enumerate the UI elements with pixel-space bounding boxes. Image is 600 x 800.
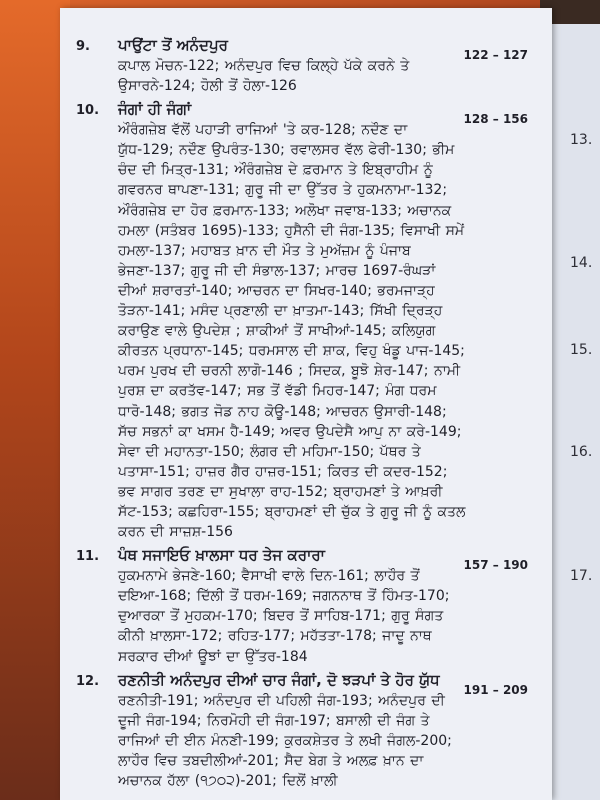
- chapter-heading: [76, 546, 528, 573]
- chapter-title: ਪੰਥ ਸਜਾਇਓ ਖ਼ਾਲਸਾ ਧਰ ਤੇਜ ਕਰਾਰਾ: [118, 546, 325, 565]
- page-range: 191 – 209: [463, 682, 528, 697]
- right-page-number: 16.: [570, 444, 593, 460]
- chapter-topics: ਕਪਾਲ ਮੋਚਨ-122; ਅਨੰਦਪੁਰ ਵਿਚ ਕਿਲ੍ਹੇ ਪੱਕੇ ਕਰਨੇ ਤੇ ਉਸਾਰਨੇ-124; ਹੋਲੀ ਤੋਂ ਹੋਲਾ-126: [118, 58, 410, 95]
- chapter-number: 12.: [76, 673, 100, 689]
- chapter-title: ਜੰਗਾਂ ਹੀ ਜੰਗਾਂ: [118, 100, 192, 119]
- toc-entry: [76, 671, 528, 791]
- toc-entry: [76, 36, 528, 96]
- chapter-topics: ਹੁਕਮਨਾਮੇ ਭੇਜਣੇ-160; ਵੈਸਾਖੀ ਵਾਲੇ ਦਿਨ-161; ਲਾਹੌਰ ਤੋਂ ਦਇਆ-168; ਦਿੱਲੀ ਤੋਂ ਧਰਮ-169; ਜਗਨਨਾਥ ਤੋਂ ਹਿੰਮਤ-170; ਦੁਆਰਕਾ ਤੋਂ ਮੁਹਕਮ-170; ਬਿਦਰ ਤੋਂ ਸਾਹਿਬ-171; ਗੁਰੂ ਸੰਗਤ ਕੀਨੀ ਖ਼ਾਲਸਾ-172; ਰਹਿਤ-177; ਮਹੱਤਤਾ-178; ਜਾਦੂ ਨਾਥ ਸਰਕਾਰ ਦੀਆਂ ਊਝਾਂ ਦਾ ਉੱਤਰ-184: [118, 568, 450, 665]
- chapter-number: 9.: [76, 39, 90, 54]
- right-page-number: 14.: [570, 255, 593, 271]
- right-page-number: 15.: [570, 342, 593, 358]
- page-range: 122 – 127: [463, 48, 528, 62]
- table-of-contents: [76, 36, 528, 795]
- page-range: 128 – 156: [463, 112, 528, 127]
- chapter-topics: ਰਣਨੀਤੀ-191; ਅਨੰਦਪੁਰ ਦੀ ਪਹਿਲੀ ਜੰਗ-193; ਅਨੰਦਪੁਰ ਦੀ ਦੂਜੀ ਜੰਗ-194; ਨਿਰਮੋਹੀ ਦੀ ਜੰਗ-197; ਬਸਾਲੀ ਦੀ ਜੰਗ ਤੇ ਰਾਜਿਆਂ ਦੀ ਈਨ ਮੰਨਣੀ-199; ਕੁਰਕਸ਼ੇਤਰ ਤੇ ਲਖੀ ਜੰਗਲ-200; ਲਾਹੌਰ ਵਿਚ ਤਬਦੀਲੀਆਂ-201; ਸੈਦ ਬੇਗ ਤੇ ਅਲਫ਼ ਖ਼ਾਨ ਦਾ ਅਚਾਨਕ ਹੱਲਾ (੧੭੦੨)-201; ਦਿਲੋਂ ਖ਼ਾਲੀ: [118, 692, 452, 789]
- chapter-topics: ਔਰੰਗਜ਼ੇਬ ਵੱਲੋਂ ਪਹਾੜੀ ਰਾਜਿਆਂ 'ਤੇ ਕਰ-128; ਨਦੌਣ ਦਾ ਯੁੱਧ-129; ਨਦੌਣ ਉਪਰੰਤ-130; ਰਵਾਲਸਰ ਵੱਲ ਫੇਰੀ-130; ਭੀਮ ਚੰਦ ਦੀ ਮਿਤ੍ਰ-131; ਔਰੰਗਜ਼ੇਬ ਦੇ ਫ਼ਰਮਾਨ ਤੇ ਇਬ੍ਰਾਹੀਮ ਨੂੰ ਗਵਰਨਰ ਥਾਪਣਾ-131; ਗੁਰੂ ਜੀ ਦਾ ਉੱਤਰ ਤੇ ਹੁਕਮਨਾਮਾ-132; ਔਰੰਗਜ਼ੇਬ ਦਾ ਹੋਰ ਫ਼ਰਮਾਨ-133; ਅਲੋਖਾ ਜਵਾਬ-133; ਅਚਾਨਕ ਹਮਲਾ (ਸਤੰਬਰ 1695)-133; ਹੁਸੈਨੀ ਦੀ ਜੰਗ-135; ਵਿਸਾਖੀ ਸਮੇਂ ਹਮਲਾ-137; ਮਹਾਬਤ ਖ਼ਾਨ ਦੀ ਮੌਤ ਤੇ ਮੁਅੱਜ਼ਮ ਨੂੰ ਪੰਜਾਬ ਭੇਜਣਾ-137; ਗੁਰੂ ਜੀ ਦੀ ਸੰਭਾਲ-137; ਮਾਰਚ 1697-ਰੰਘੜਾਂ ਦੀਆਂ ਸ਼ਰਾਰਤਾਂ-140; ਆਚਰਨ ਦਾ ਸਿਖਰ-140; ਭਰਮਜਾੜ੍ਹ ਤੋੜਨਾ-141; ਮਸੰਦ ਪ੍ਰਣਾਲੀ ਦਾ ਖ਼ਾਤਮਾ-143; ਸਿੱਖੀ ਦ੍ਰਿੜ੍ਹ ਕਰਾਉਣ ਵਾਲੇ ਉਪਦੇਸ਼ ; ਸ਼ਾਕੀਆਂ ਤੋਂ ਸਾਖੀਆਂ-145; ਕਲਿਯੁਗ ਕੀਰਤਨ ਪ੍ਰਧਾਨਾ-145; ਧਰਮਸਾਲ ਦੀ ਸ਼ਾਕ, ਵਿਹੁ ਖੰਡੂ ਪਾਜ-145; ਪਰਮ ਪੁਰਖ ਦੀ ਚਰਨੀ ਲਾਗੋ-146 ; ਸਿਦਕ, ਬੂਝੋ ਸ਼ੇਰ-147; ਨਾਮੀ ਪੁਰਸ਼ ਦਾ ਕਰਤੱਵ-147; ਸਭ ਤੋਂ ਵੱਡੀ ਮਿਹਰ-147; ਮੰਗ ਧਰਮ ਧਾਰੋ-148; ਭਗਤ ਜੋਡ ਨਾਹ ਕੋਊ-148; ਆਚਰਨ ਉਸਾਰੀ-148; ਸੱਚ ਸਭਨਾਂ ਕਾ ਖਸਮ ਹੈ-149; ਅਵਰ ਉਪਦੇਸੈ ਆਪੁ ਨਾ ਕਰੇ-149; ਸੇਵਾ ਦੀ ਮਹਾਨਤਾ-150; ਲੰਗਰ ਦੀ ਮਹਿਮਾ-150; ਪੱਥਰ ਤੇ ਪਤਾਸਾ-151; ਹਾਜ਼ਰ ਗੈਰ ਹਾਜ਼ਰ-151; ਕਿਰਤ ਦੀ ਕਦਰ-152; ਭਵ ਸਾਗਰ ਤਰਣ ਦਾ ਸੁਖਾਲਾ ਰਾਹ-152; ਬ੍ਰਾਹਮਣਾਂ ਤੇ ਆਖ਼ਰੀ ਸੱਟ-153; ਕਛਹਿਰਾ-155; ਬ੍ਰਾਹਮਣਾਂ ਦੀ ਚੁੱਕ ਤੇ ਗੁਰੂ ਜੀ ਨੂੰ ਕਤਲ ਕਰਨ ਦੀ ਸਾਜ਼ਸ਼-156: [118, 122, 466, 541]
- chapter-heading: [76, 36, 528, 62]
- toc-entry: [76, 546, 528, 666]
- chapter-heading: [76, 670, 528, 697]
- chapter-number: 11.: [76, 549, 100, 565]
- right-page-number: 17.: [570, 568, 593, 584]
- chapter-title: ਪਾਉਂਟਾ ਤੋਂ ਅਨੰਦਪੁਰ: [118, 36, 228, 54]
- chapter-title: ਰਣਨੀਤੀ ਅਨੰਦਪੁਰ ਦੀਆਂ ਚਾਰ ਜੰਗਾਂ, ਦੋ ਝੜਪਾਂ ਤੇ ਹੋਰ ਯੁੱਧ: [118, 670, 440, 689]
- toc-entry: [76, 100, 528, 542]
- chapter-number: 10.: [76, 103, 100, 119]
- right-page-number: 13.: [570, 132, 593, 148]
- page-range: 157 – 190: [463, 558, 528, 573]
- chapter-heading: [76, 100, 528, 127]
